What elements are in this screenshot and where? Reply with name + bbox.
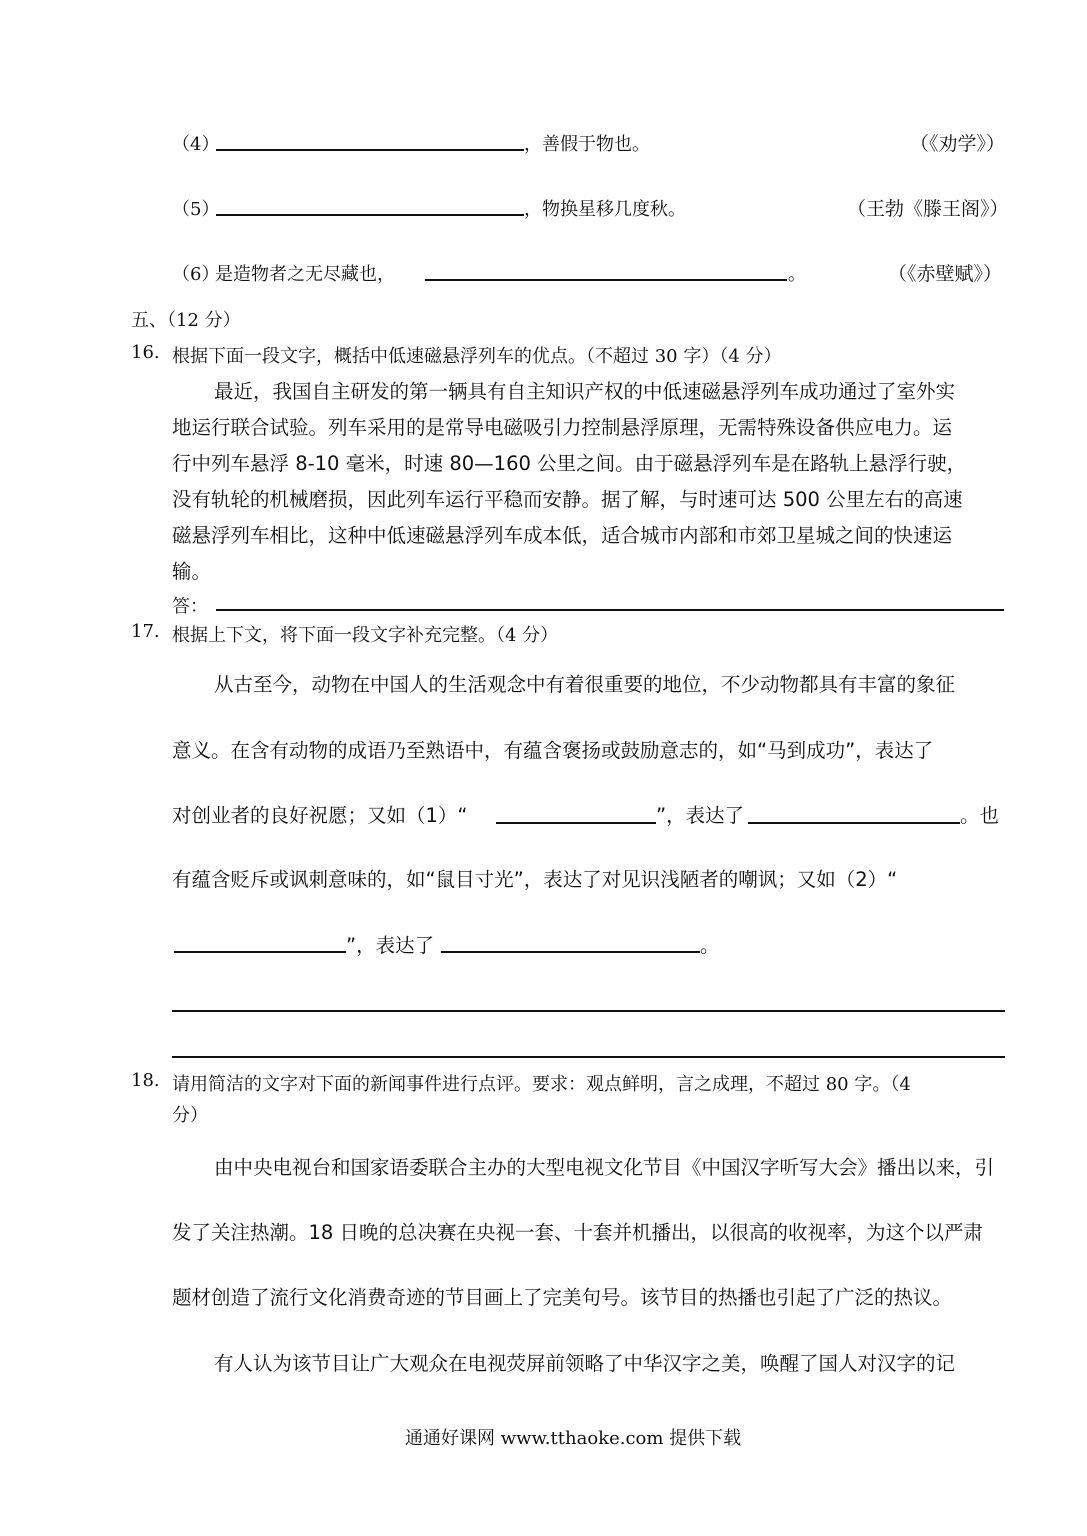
q16-line: 最近，我国自主研发的第一辆具有自主知识产权的中低速磁悬浮列车成功通过了室外实 [214,380,956,403]
q16-line: 行中列车悬浮 8-10 毫米，时速 80—160 公里之间。由于磁悬浮列车是在路轨上悬浮行驶， [172,452,967,475]
q17-prompt: 根据上下文，将下面一段文字补充完整。（4 分） [172,625,559,646]
q17-blank-1b[interactable] [748,822,960,824]
q16-number: 16. [131,342,160,363]
item4-source: （《劝学》） [910,133,1006,155]
q17-number: 17. [131,621,160,642]
q17-line: 。 [700,934,720,957]
q18-line: 有人认为该节目让广大观众在电视荧屏前领略了中华汉字之美，唤醒了国人对汉字的记 [214,1352,956,1375]
q18-line: 题材创造了流行文化消费奇迹的节目画上了完美句号。该节目的热播也引起了广泛的热议。 [172,1286,953,1309]
item6-period: 。 [788,264,806,285]
q17-line: 意义。在含有动物的成语乃至熟语中，有蕴含褒扬或鼓励意志的，如“马到成功”，表达了 [172,739,934,762]
q16-answer-line[interactable] [216,609,1004,611]
q17-line: 。也 [960,804,1000,827]
q17-blank-2a[interactable] [174,951,346,953]
q17-line: ”，表达了 [346,934,435,957]
item5-source: （王勃《滕王阁》） [847,198,1009,220]
q16-line: 地运行联合试验。列车采用的是常导电磁吸引力控制悬浮原理，无需特殊设备供应电力。运 [172,416,953,439]
item4-text: ，善假于物也。 [524,134,650,155]
q17-line: 有蕴含贬斥或讽刺意味的，如“鼠目寸光”，表达了对见识浅陋者的嘲讽；又如（2）“ [172,868,898,891]
q18-prompt: 请用简洁的文字对下面的新闻事件进行点评。要求：观点鲜明，言之成理，不超过 80 字。（4 [172,1074,911,1095]
q17-answer-line-2[interactable] [172,1056,1005,1058]
item5-number: （5） [172,199,220,220]
q18-number: 18. [131,1070,160,1091]
q17-line: ”，表达了 [656,804,745,827]
q16-line: 磁悬浮列车相比，这种中低速磁悬浮列车成本低，适合城市内部和市郊卫星城之间的快速运 [172,524,953,547]
item6-text: 是造物者之无尽藏也， [215,264,395,285]
q18-prompt-cont: 分） [172,1105,208,1126]
item5-blank[interactable] [216,214,524,216]
q16-answer-label: 答： [172,596,208,617]
item4-number: （4） [172,134,220,155]
q16-line: 没有轨轮的机械磨损，因此列车运行平稳而安静。据了解，与时速可达 500 公里左右的高速 [172,488,963,511]
q16-line: 输。 [172,560,212,583]
q18-line: 由中央电视台和国家语委联合主办的大型电视文化节目《中国汉字听写大会》播出以来，引 [214,1156,995,1179]
item6-source: （《赤壁赋》） [888,263,1003,285]
q16-prompt: 根据下面一段文字，概括中低速磁悬浮列车的优点。（不超过 30 字）（4 分） [172,346,782,367]
q17-line: 对创业者的良好祝愿；又如（1）“ [172,804,468,827]
q17-blank-2b[interactable] [441,951,700,953]
q18-line: 发了关注热潮。18 日晚的总决赛在央视一套、十套并机播出，以很高的收视率，为这个以严肃 [172,1221,984,1244]
q17-answer-line-1[interactable] [172,1010,1005,1012]
item5-text: ，物换星移几度秋。 [524,199,686,220]
section-heading: 五、（12 分） [131,310,241,331]
item4-blank[interactable] [216,149,524,151]
q17-line: 从古至今，动物在中国人的生活观念中有着很重要的地位，不少动物都具有丰富的象征 [214,673,956,696]
page-footer: 通通好课网 www.tthaoke.com 提供下载 [405,1428,742,1449]
item6-blank[interactable] [425,279,787,281]
q17-blank-1a[interactable] [496,822,656,824]
item6-number: （6） [172,264,220,285]
